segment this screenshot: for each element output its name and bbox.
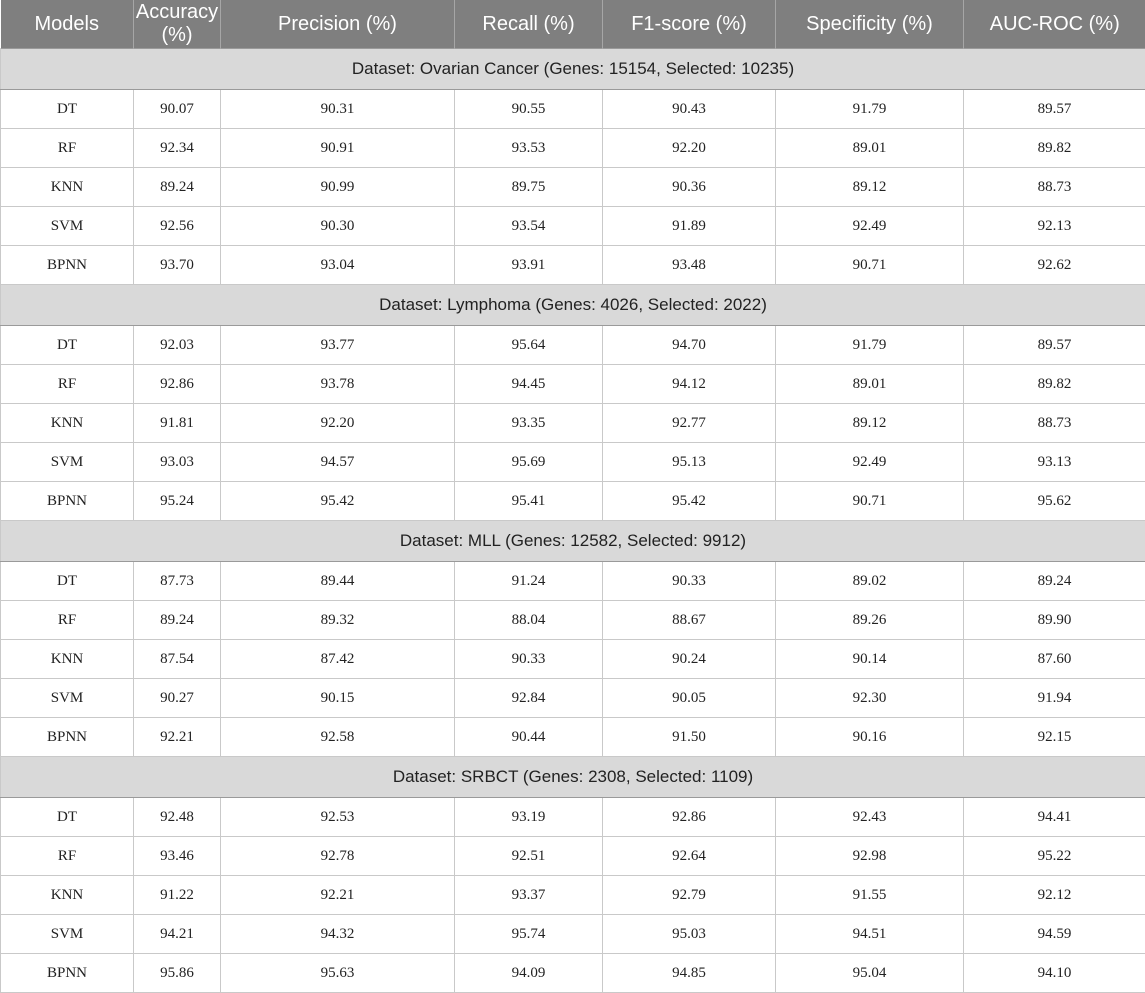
accuracy-cell: 94.21 <box>134 915 221 954</box>
auc-roc-cell: 91.94 <box>964 679 1145 718</box>
specificity-cell: 92.49 <box>776 207 964 246</box>
dataset-section-title: Dataset: SRBCT (Genes: 2308, Selected: 1109) <box>1 757 1145 798</box>
recall-cell: 92.84 <box>455 679 603 718</box>
recall-cell: 91.24 <box>455 562 603 601</box>
recall-cell: 93.37 <box>455 876 603 915</box>
f1-score-cell: 90.43 <box>603 90 776 129</box>
auc-roc-cell: 94.41 <box>964 798 1145 837</box>
f1-score-cell: 92.77 <box>603 404 776 443</box>
auc-roc-cell: 95.62 <box>964 482 1145 521</box>
accuracy-cell: 93.03 <box>134 443 221 482</box>
accuracy-cell: 92.03 <box>134 326 221 365</box>
f1-score-cell: 94.85 <box>603 954 776 993</box>
auc-roc-cell: 95.22 <box>964 837 1145 876</box>
auc-roc-cell: 94.10 <box>964 954 1145 993</box>
table-row <box>1 837 1145 876</box>
header-recall: Recall (%) <box>455 0 603 49</box>
dataset-section-row <box>1 521 1145 562</box>
table-row <box>1 915 1145 954</box>
f1-score-cell: 90.36 <box>603 168 776 207</box>
table-row <box>1 876 1145 915</box>
header-specificity: Specificity (%) <box>776 0 964 49</box>
model-cell: KNN <box>1 404 134 443</box>
table-body <box>1 49 1145 993</box>
accuracy-cell: 89.24 <box>134 601 221 640</box>
accuracy-cell: 89.24 <box>134 168 221 207</box>
auc-roc-cell: 92.13 <box>964 207 1145 246</box>
accuracy-cell: 91.81 <box>134 404 221 443</box>
accuracy-cell: 90.27 <box>134 679 221 718</box>
model-cell: BPNN <box>1 482 134 521</box>
specificity-cell: 89.01 <box>776 129 964 168</box>
specificity-cell: 91.79 <box>776 90 964 129</box>
table-row <box>1 90 1145 129</box>
table-row <box>1 640 1145 679</box>
model-cell: RF <box>1 365 134 404</box>
specificity-cell: 90.71 <box>776 482 964 521</box>
header-accuracy: Accuracy (%) <box>134 0 221 49</box>
recall-cell: 95.74 <box>455 915 603 954</box>
table-row <box>1 326 1145 365</box>
dataset-section-row <box>1 49 1145 90</box>
auc-roc-cell: 88.73 <box>964 404 1145 443</box>
precision-cell: 89.44 <box>221 562 455 601</box>
model-cell: BPNN <box>1 718 134 757</box>
table-row <box>1 365 1145 404</box>
table-row <box>1 246 1145 285</box>
f1-score-cell: 95.13 <box>603 443 776 482</box>
accuracy-cell: 92.34 <box>134 129 221 168</box>
header-f1-score: F1-score (%) <box>603 0 776 49</box>
f1-score-cell: 92.79 <box>603 876 776 915</box>
precision-cell: 93.77 <box>221 326 455 365</box>
model-cell: SVM <box>1 207 134 246</box>
header-auc-roc: AUC-ROC (%) <box>964 0 1145 49</box>
precision-cell: 90.15 <box>221 679 455 718</box>
specificity-cell: 91.79 <box>776 326 964 365</box>
recall-cell: 95.41 <box>455 482 603 521</box>
precision-cell: 95.42 <box>221 482 455 521</box>
auc-roc-cell: 92.15 <box>964 718 1145 757</box>
recall-cell: 94.45 <box>455 365 603 404</box>
recall-cell: 89.75 <box>455 168 603 207</box>
recall-cell: 90.55 <box>455 90 603 129</box>
precision-cell: 90.30 <box>221 207 455 246</box>
recall-cell: 92.51 <box>455 837 603 876</box>
precision-cell: 89.32 <box>221 601 455 640</box>
model-cell: BPNN <box>1 954 134 993</box>
model-cell: RF <box>1 129 134 168</box>
accuracy-cell: 95.24 <box>134 482 221 521</box>
f1-score-cell: 91.50 <box>603 718 776 757</box>
recall-cell: 90.33 <box>455 640 603 679</box>
precision-cell: 90.99 <box>221 168 455 207</box>
accuracy-cell: 92.86 <box>134 365 221 404</box>
f1-score-cell: 90.24 <box>603 640 776 679</box>
specificity-cell: 89.12 <box>776 168 964 207</box>
specificity-cell: 89.12 <box>776 404 964 443</box>
f1-score-cell: 93.48 <box>603 246 776 285</box>
f1-score-cell: 88.67 <box>603 601 776 640</box>
f1-score-cell: 91.89 <box>603 207 776 246</box>
f1-score-cell: 95.03 <box>603 915 776 954</box>
table-row <box>1 207 1145 246</box>
accuracy-cell: 93.46 <box>134 837 221 876</box>
specificity-cell: 91.55 <box>776 876 964 915</box>
auc-roc-cell: 92.62 <box>964 246 1145 285</box>
precision-cell: 94.32 <box>221 915 455 954</box>
auc-roc-cell: 89.24 <box>964 562 1145 601</box>
accuracy-cell: 90.07 <box>134 90 221 129</box>
f1-score-cell: 92.86 <box>603 798 776 837</box>
auc-roc-cell: 93.13 <box>964 443 1145 482</box>
specificity-cell: 90.14 <box>776 640 964 679</box>
f1-score-cell: 94.12 <box>603 365 776 404</box>
f1-score-cell: 95.42 <box>603 482 776 521</box>
dataset-section-title: Dataset: MLL (Genes: 12582, Selected: 9912) <box>1 521 1145 562</box>
auc-roc-cell: 89.82 <box>964 129 1145 168</box>
f1-score-cell: 90.33 <box>603 562 776 601</box>
model-cell: SVM <box>1 443 134 482</box>
table-row <box>1 129 1145 168</box>
precision-cell: 93.78 <box>221 365 455 404</box>
precision-cell: 94.57 <box>221 443 455 482</box>
auc-roc-cell: 88.73 <box>964 168 1145 207</box>
model-cell: RF <box>1 601 134 640</box>
table-row <box>1 482 1145 521</box>
recall-cell: 90.44 <box>455 718 603 757</box>
accuracy-cell: 92.21 <box>134 718 221 757</box>
f1-score-cell: 90.05 <box>603 679 776 718</box>
specificity-cell: 92.49 <box>776 443 964 482</box>
accuracy-cell: 93.70 <box>134 246 221 285</box>
specificity-cell: 94.51 <box>776 915 964 954</box>
recall-cell: 93.35 <box>455 404 603 443</box>
recall-cell: 94.09 <box>455 954 603 993</box>
model-cell: DT <box>1 562 134 601</box>
precision-cell: 95.63 <box>221 954 455 993</box>
accuracy-cell: 87.54 <box>134 640 221 679</box>
recall-cell: 88.04 <box>455 601 603 640</box>
table-row <box>1 718 1145 757</box>
precision-cell: 92.78 <box>221 837 455 876</box>
specificity-cell: 92.30 <box>776 679 964 718</box>
auc-roc-cell: 89.57 <box>964 90 1145 129</box>
recall-cell: 93.19 <box>455 798 603 837</box>
recall-cell: 93.53 <box>455 129 603 168</box>
model-cell: DT <box>1 798 134 837</box>
accuracy-cell: 91.22 <box>134 876 221 915</box>
auc-roc-cell: 89.90 <box>964 601 1145 640</box>
precision-cell: 92.20 <box>221 404 455 443</box>
model-cell: SVM <box>1 679 134 718</box>
dataset-section-title: Dataset: Ovarian Cancer (Genes: 15154, Selected: 10235) <box>1 49 1145 90</box>
accuracy-cell: 87.73 <box>134 562 221 601</box>
precision-cell: 90.31 <box>221 90 455 129</box>
specificity-cell: 89.02 <box>776 562 964 601</box>
header-row <box>1 0 1145 49</box>
specificity-cell: 89.01 <box>776 365 964 404</box>
table-row <box>1 601 1145 640</box>
model-cell: KNN <box>1 168 134 207</box>
precision-cell: 92.58 <box>221 718 455 757</box>
specificity-cell: 90.16 <box>776 718 964 757</box>
header-models: Models <box>1 0 134 49</box>
recall-cell: 95.69 <box>455 443 603 482</box>
auc-roc-cell: 94.59 <box>964 915 1145 954</box>
header-precision: Precision (%) <box>221 0 455 49</box>
model-cell: SVM <box>1 915 134 954</box>
precision-cell: 93.04 <box>221 246 455 285</box>
recall-cell: 95.64 <box>455 326 603 365</box>
specificity-cell: 92.98 <box>776 837 964 876</box>
accuracy-cell: 95.86 <box>134 954 221 993</box>
table-row <box>1 798 1145 837</box>
auc-roc-cell: 92.12 <box>964 876 1145 915</box>
accuracy-cell: 92.48 <box>134 798 221 837</box>
specificity-cell: 90.71 <box>776 246 964 285</box>
precision-cell: 92.21 <box>221 876 455 915</box>
auc-roc-cell: 87.60 <box>964 640 1145 679</box>
model-cell: DT <box>1 326 134 365</box>
table-row <box>1 562 1145 601</box>
dataset-section-row <box>1 757 1145 798</box>
table-row <box>1 404 1145 443</box>
specificity-cell: 92.43 <box>776 798 964 837</box>
auc-roc-cell: 89.57 <box>964 326 1145 365</box>
accuracy-cell: 92.56 <box>134 207 221 246</box>
table-row <box>1 679 1145 718</box>
recall-cell: 93.54 <box>455 207 603 246</box>
f1-score-cell: 94.70 <box>603 326 776 365</box>
model-cell: BPNN <box>1 246 134 285</box>
model-cell: RF <box>1 837 134 876</box>
f1-score-cell: 92.64 <box>603 837 776 876</box>
model-cell: KNN <box>1 640 134 679</box>
model-cell: DT <box>1 90 134 129</box>
f1-score-cell: 92.20 <box>603 129 776 168</box>
precision-cell: 92.53 <box>221 798 455 837</box>
auc-roc-cell: 89.82 <box>964 365 1145 404</box>
table-row <box>1 168 1145 207</box>
precision-cell: 87.42 <box>221 640 455 679</box>
recall-cell: 93.91 <box>455 246 603 285</box>
specificity-cell: 89.26 <box>776 601 964 640</box>
table-row <box>1 443 1145 482</box>
precision-cell: 90.91 <box>221 129 455 168</box>
dataset-section-row <box>1 285 1145 326</box>
specificity-cell: 95.04 <box>776 954 964 993</box>
dataset-section-title: Dataset: Lymphoma (Genes: 4026, Selected: 2022) <box>1 285 1145 326</box>
model-cell: KNN <box>1 876 134 915</box>
table-row <box>1 954 1145 993</box>
